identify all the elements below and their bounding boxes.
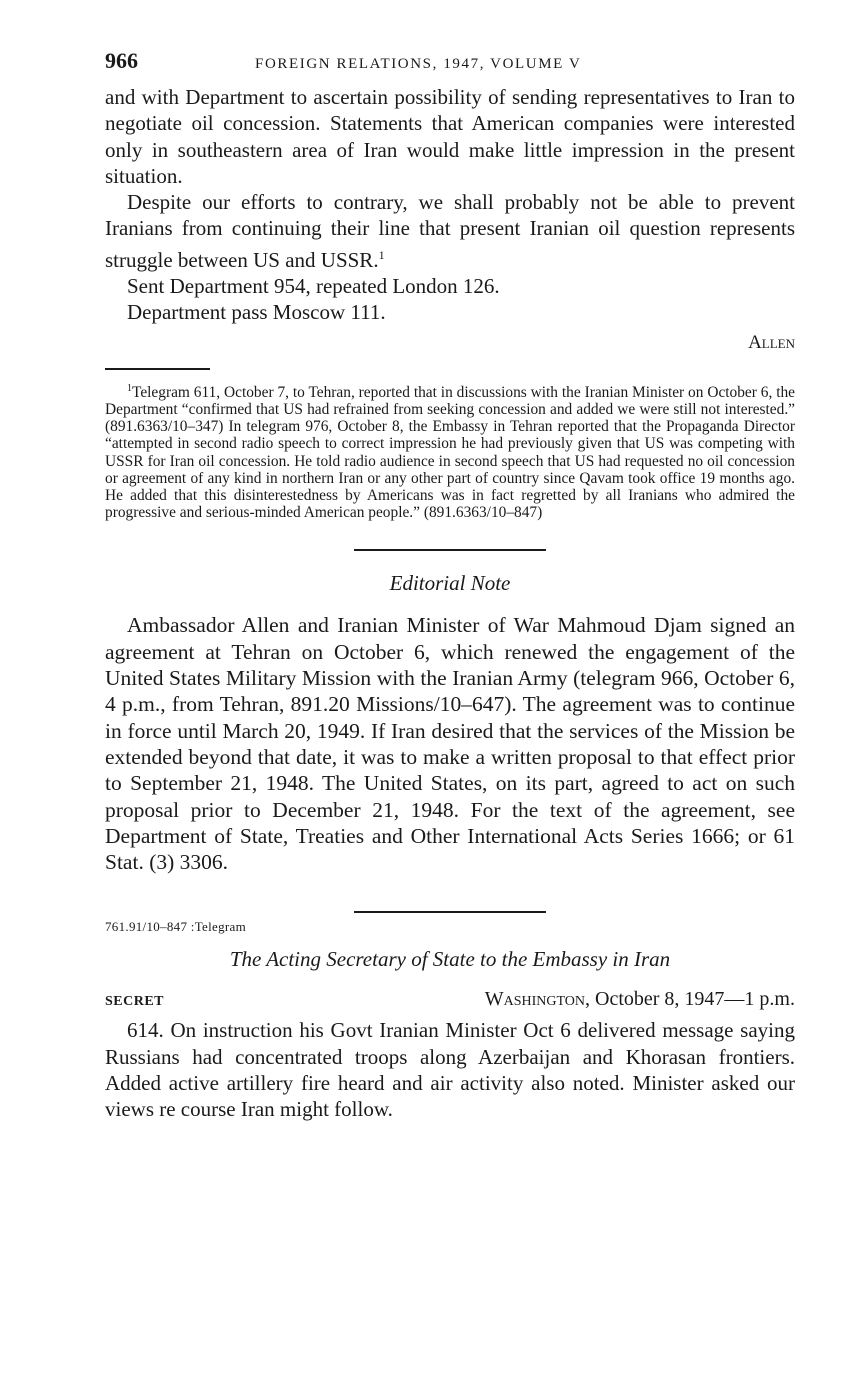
document-title: The Acting Secretary of State to the Embassy in Iran (229, 947, 671, 972)
signature: Allen (748, 331, 795, 353)
place-date (485, 988, 795, 1011)
footnote-text: Telegram 611, October 7, to Tehran, reported that in discussions with the Iranian Minister on October 6, the Department “confirmed that US had refrained from seeking concession and added we were still not interested.” (891.6363/10–347) In telegram 976, October 8, the Embassy in Tehran reported that the Propaganda Director “attempted in second radio speech to correct impression he had previously given that US was competing with USSR for Iran oil concession. He told radio audience in second speech that US had requested no oil concession or agreement of any kind in northern Iran or any other part of country since Qavam took office 19 months ago. He added that this disinterestedness by Americans was in fact regretted by all Iranians who admired the progressive and serious-minded American people.” (891.6363/10–847) (105, 383, 795, 522)
file-number: 761.91/10–847 :Telegram (105, 919, 247, 935)
footnote-marker: 1 (127, 382, 132, 394)
struggle-paragraph (105, 189, 795, 273)
document-page (105, 48, 795, 1123)
place: Washington, (484, 988, 591, 1011)
pass-line: Department pass Moscow 111. (127, 300, 386, 325)
date: October 8, 1947—1 p.m. (595, 988, 795, 1011)
footnote (105, 380, 795, 522)
page-header (105, 48, 795, 84)
footnote-reference: 1 (378, 247, 385, 262)
dateline (105, 988, 795, 1011)
footnote-divider (105, 368, 210, 370)
document-divider (354, 911, 546, 913)
editorial-note-text: Ambassador Allen and Iranian Minister of War Mahmoud Djam signed an agreement at Tehran on October 6, which renewed the engagement of the United States Military Mission with the Iranian Army (telegram 966, October 6, 4 p.m., from Tehran, 891.20 Missions/10–647). The agreement was to continue in force until March 20, 1949. If Iran desired that the services of the Mission be extended beyond that date, it was to make a written proposal to that effect prior to September 21, 1948. The United States, on its part, agreed to act on such proposal prior to December 21, 1948. For the text of the agreement, see Department of State, Treaties and Other International Acts Series 1666; or 61 Stat. (3) 3306. (105, 613, 795, 875)
page-number: 966 (105, 48, 138, 73)
struggle-paragraph-text: Despite our efforts to contrary, we shall probably not be able to prevent Iranians from continuing their line that present Iranian oil question represents struggle between US and USSR. (105, 190, 795, 272)
classification-label: SECRET (105, 994, 165, 1010)
sent-line: Sent Department 954, repeated London 126. (127, 274, 500, 299)
running-head: FOREIGN RELATIONS, 1947, VOLUME V (255, 56, 582, 72)
telegram-document (105, 919, 795, 1122)
continuation-paragraph: and with Department to ascertain possibility of sending representatives to Iran to negotiate oil concession. Statements that American companies were interested only in southeastern area of Iran would make little impression in the present situation. (105, 85, 795, 188)
section-divider (354, 549, 546, 551)
telegram-text: 614. On instruction his Govt Iranian Minister Oct 6 delivered message saying Russians had concentrated troops along Azerbaijan and Khorasan frontiers. Added active artillery fire heard and air activity also noted. Minister asked our views re course Iran might follow. (105, 1018, 795, 1122)
editorial-note-heading: Editorial Note (389, 571, 511, 596)
editorial-note (105, 571, 795, 875)
